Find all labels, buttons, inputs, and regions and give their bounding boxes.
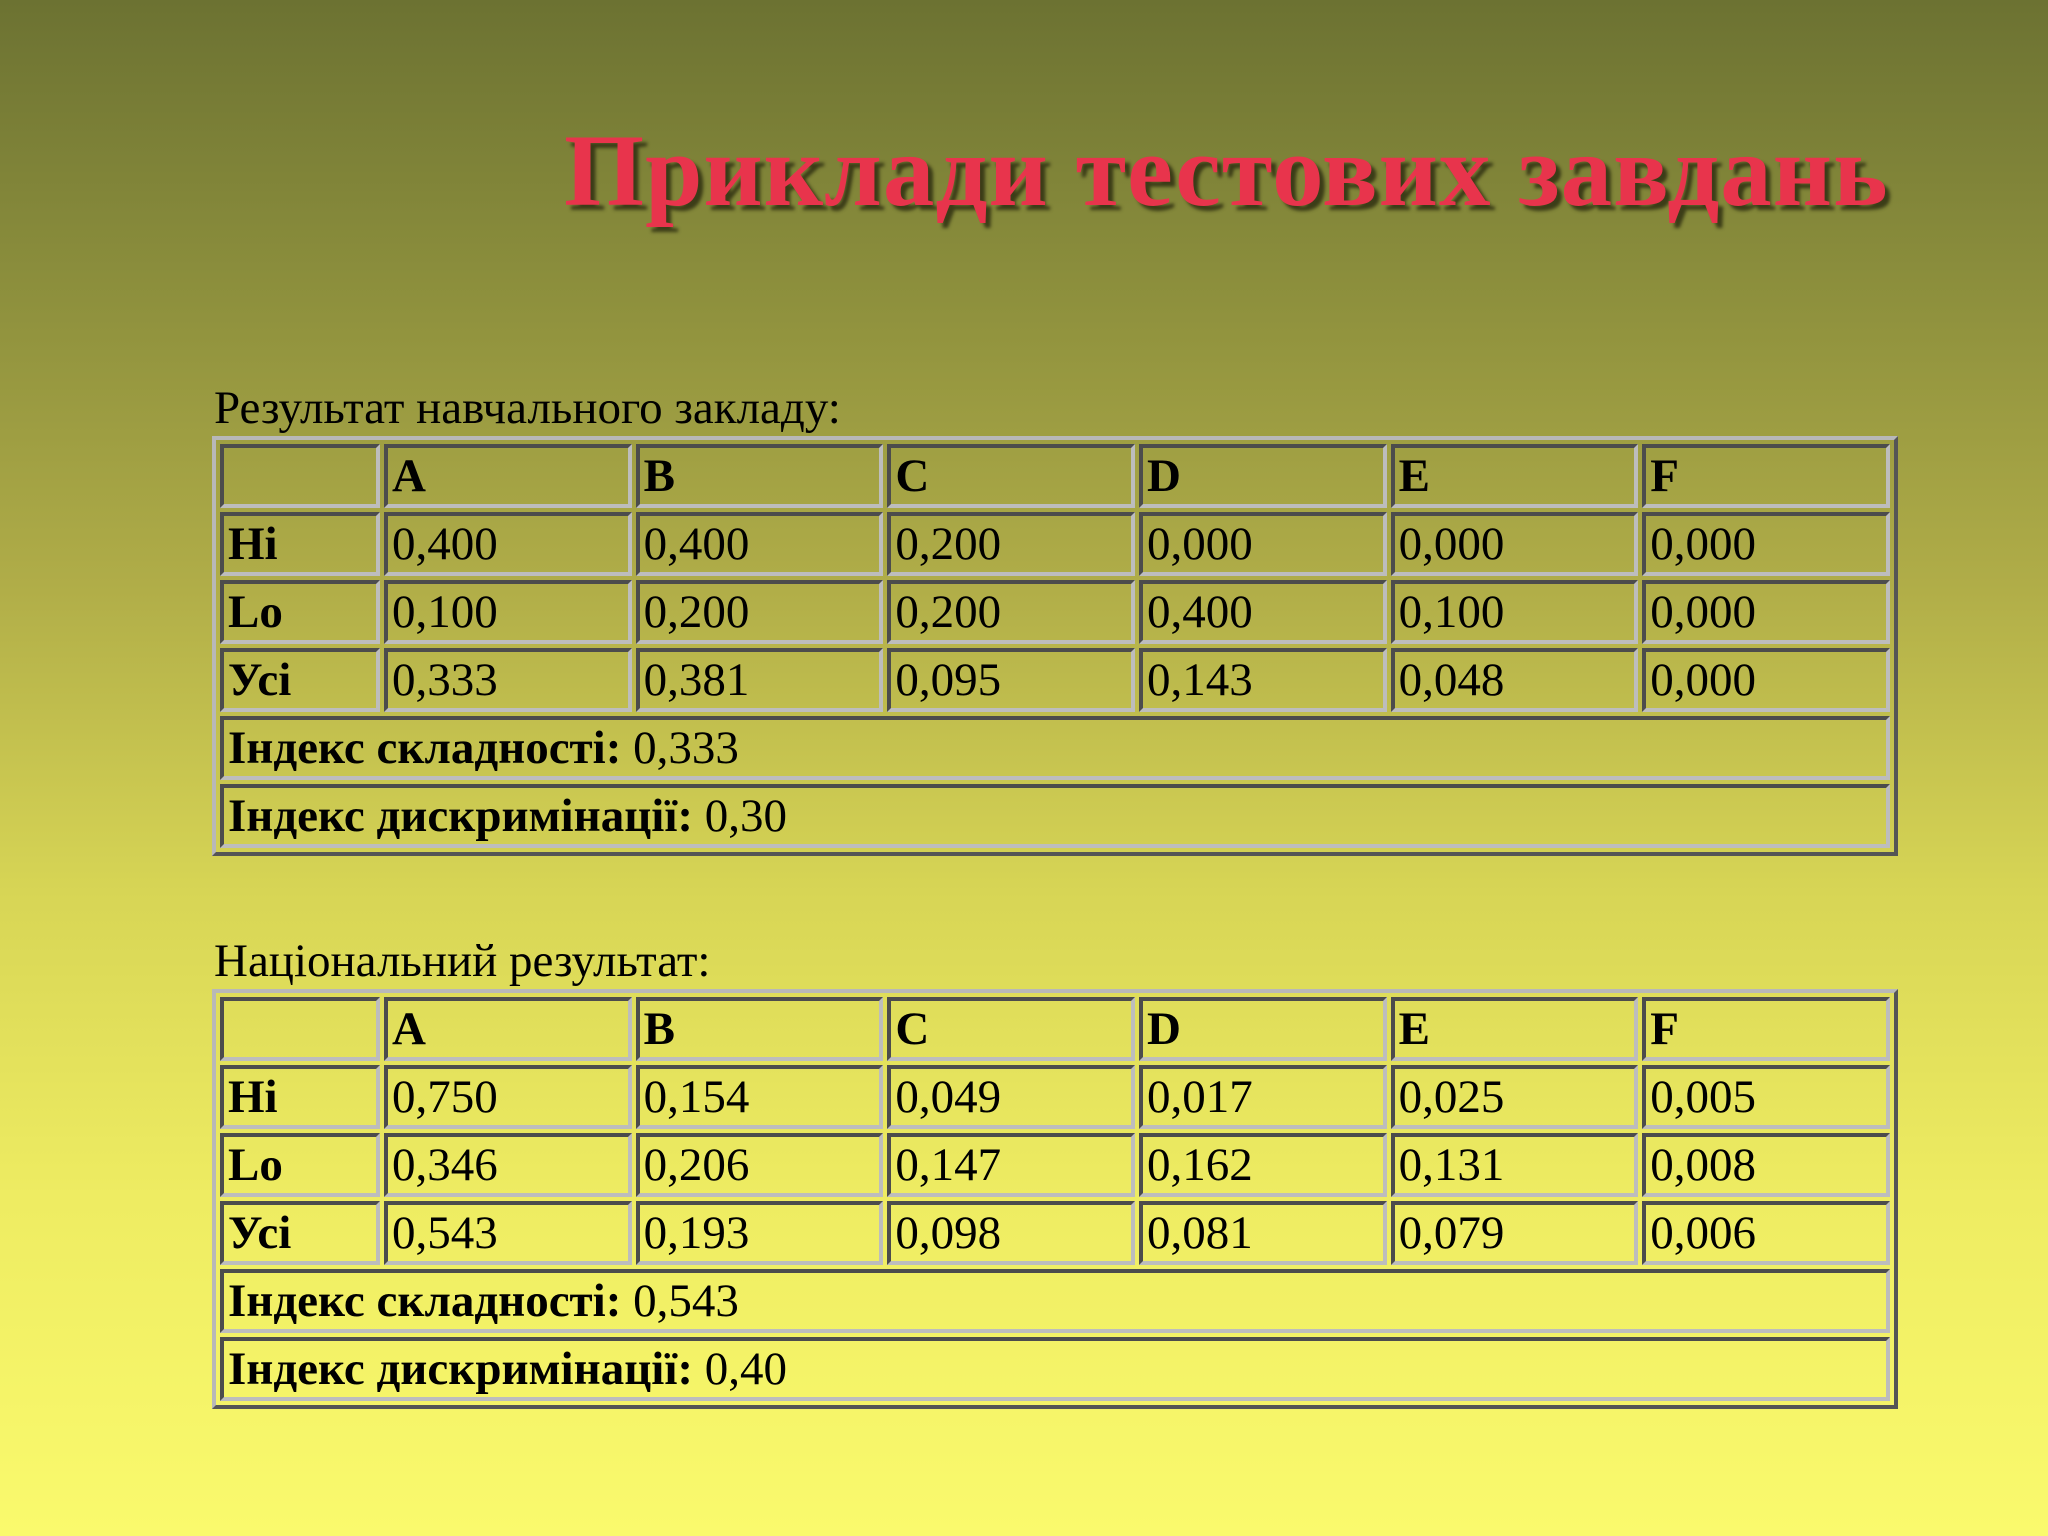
difficulty-row (220, 716, 1890, 780)
discrimination-value: 0,30 (704, 790, 788, 842)
value-cell: 0,100 (384, 580, 632, 644)
value-cell: 0,543 (384, 1201, 632, 1265)
row-label: Lo (220, 580, 380, 644)
value-cell: 0,381 (636, 648, 884, 712)
difficulty-cell (220, 716, 1890, 780)
national-caption: Національний результат: (214, 935, 711, 987)
value-cell: 0,081 (1139, 1201, 1387, 1265)
discrimination-cell (220, 784, 1890, 848)
value-cell: 0,000 (1139, 512, 1387, 576)
value-cell: 0,048 (1391, 648, 1639, 712)
value-cell: 0,095 (887, 648, 1135, 712)
header-cell-a: A (384, 444, 632, 508)
value-cell: 0,131 (1391, 1133, 1639, 1197)
discrimination-label: Індекс дискримінації: (228, 790, 694, 842)
header-cell-d: D (1139, 444, 1387, 508)
discrimination-row (220, 1337, 1890, 1401)
value-cell: 0,400 (636, 512, 884, 576)
header-empty-cell (220, 444, 380, 508)
header-cell-e: E (1391, 997, 1639, 1061)
table-row-all (220, 1201, 1890, 1265)
national-results (212, 933, 1898, 1409)
value-cell: 0,154 (636, 1065, 884, 1129)
difficulty-row (220, 1269, 1890, 1333)
discrimination-cell (220, 1337, 1890, 1401)
value-cell: 0,025 (1391, 1065, 1639, 1129)
value-cell: 0,008 (1642, 1133, 1890, 1197)
table-row-lo (220, 580, 1890, 644)
header-row (220, 444, 1890, 508)
value-cell: 0,000 (1642, 512, 1890, 576)
header-cell-b: B (636, 444, 884, 508)
value-cell: 0,000 (1391, 512, 1639, 576)
national-table (212, 989, 1898, 1409)
header-cell-f: F (1642, 444, 1890, 508)
value-cell: 0,006 (1642, 1201, 1890, 1265)
row-label: Усі (220, 1201, 380, 1265)
value-cell: 0,000 (1642, 580, 1890, 644)
header-row (220, 997, 1890, 1061)
value-cell: 0,400 (1139, 580, 1387, 644)
row-label: Усі (220, 648, 380, 712)
difficulty-value: 0,333 (633, 722, 739, 774)
table-row-hi (220, 1065, 1890, 1129)
difficulty-value: 0,543 (633, 1275, 739, 1327)
value-cell: 0,162 (1139, 1133, 1387, 1197)
difficulty-cell (220, 1269, 1890, 1333)
header-cell-b: B (636, 997, 884, 1061)
value-cell: 0,206 (636, 1133, 884, 1197)
difficulty-label: Індекс складності: (228, 1275, 622, 1327)
value-cell: 0,100 (1391, 580, 1639, 644)
row-label: Lo (220, 1133, 380, 1197)
discrimination-value: 0,40 (704, 1343, 788, 1395)
value-cell: 0,049 (887, 1065, 1135, 1129)
value-cell: 0,143 (1139, 648, 1387, 712)
header-cell-c: C (887, 997, 1135, 1061)
discrimination-row (220, 784, 1890, 848)
value-cell: 0,079 (1391, 1201, 1639, 1265)
header-cell-c: C (887, 444, 1135, 508)
institution-caption: Результат навчального закладу: (214, 382, 841, 434)
slide-title: Приклади тестових завдань (564, 114, 1889, 228)
header-cell-d: D (1139, 997, 1387, 1061)
header-empty-cell (220, 997, 380, 1061)
value-cell: 0,147 (887, 1133, 1135, 1197)
header-cell-a: A (384, 997, 632, 1061)
value-cell: 0,005 (1642, 1065, 1890, 1129)
value-cell: 0,346 (384, 1133, 632, 1197)
institution-results (212, 380, 1898, 856)
value-cell: 0,200 (887, 512, 1135, 576)
value-cell: 0,000 (1642, 648, 1890, 712)
value-cell: 0,400 (384, 512, 632, 576)
value-cell: 0,200 (636, 580, 884, 644)
difficulty-label: Індекс складності: (228, 722, 622, 774)
value-cell: 0,200 (887, 580, 1135, 644)
row-label: Ні (220, 512, 380, 576)
table-row-lo (220, 1133, 1890, 1197)
value-cell: 0,193 (636, 1201, 884, 1265)
table-row-hi (220, 512, 1890, 576)
value-cell: 0,017 (1139, 1065, 1387, 1129)
discrimination-label: Індекс дискримінації: (228, 1343, 694, 1395)
value-cell: 0,333 (384, 648, 632, 712)
value-cell: 0,098 (887, 1201, 1135, 1265)
header-cell-e: E (1391, 444, 1639, 508)
value-cell: 0,750 (384, 1065, 632, 1129)
table-row-all (220, 648, 1890, 712)
row-label: Ні (220, 1065, 380, 1129)
header-cell-f: F (1642, 997, 1890, 1061)
institution-table (212, 436, 1898, 856)
